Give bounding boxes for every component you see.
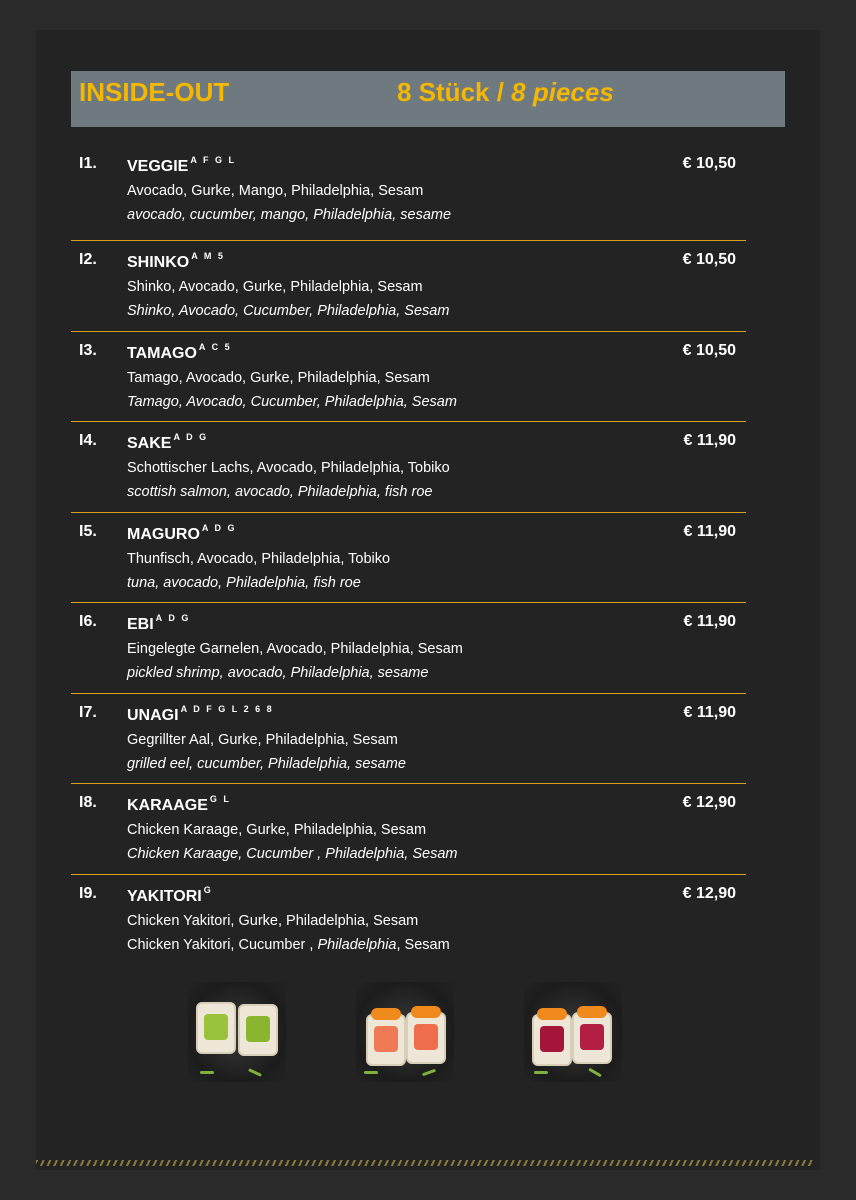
pieces-label: 8 Stück / 8 pieces (397, 77, 614, 107)
item-description-en: Chicken Karaage, Cucumber , Philadelphia, Sesam (127, 846, 458, 862)
section-title: INSIDE-OUT (79, 77, 230, 107)
allergen-codes: G L (209, 794, 231, 804)
menu-item (71, 602, 746, 693)
item-price: € 11,90 (683, 432, 736, 449)
item-description-en: tuna, avocado, Philadelphia, fish roe (127, 575, 361, 591)
item-price: € 11,90 (683, 704, 736, 721)
allergen-codes: A D G (201, 523, 237, 533)
item-code: I3. (79, 342, 97, 359)
item-description-de: Shinko, Avocado, Gurke, Philadelphia, Sesam (127, 279, 423, 295)
item-description-de: Tamago, Avocado, Gurke, Philadelphia, Sesam (127, 370, 430, 386)
item-description-en: grilled eel, cucumber, Philadelphia, sesame (127, 756, 406, 772)
item-description-en: scottish salmon, avocado, Philadelphia, fish roe (127, 484, 433, 500)
menu-item (71, 512, 746, 603)
allergen-codes: G (203, 885, 213, 895)
item-price: € 10,50 (682, 342, 736, 359)
item-name: SAKE $^{A D G}$ (127, 432, 209, 452)
item-description-de: Schottischer Lachs, Avocado, Philadelphia, Tobiko (127, 460, 450, 476)
item-description-en: Tamago, Avocado, Cucumber, Philadelphia, Sesam (127, 394, 457, 410)
item-description-de: Chicken Karaage, Gurke, Philadelphia, Sesam (127, 822, 427, 838)
item-description-de: Eingelegte Garnelen, Avocado, Philadelphia, Sesam (127, 641, 463, 657)
item-name: UNAGI $^{A D F G L 2 6 8}$ (127, 704, 274, 724)
item-code: I2. (79, 251, 97, 268)
item-price: € 10,50 (682, 251, 736, 268)
item-code: I4. (79, 432, 97, 449)
allergen-codes: A D G (173, 432, 209, 442)
item-description-de: Thunfisch, Avocado, Philadelphia, Tobiko (127, 551, 391, 567)
item-name: KARAAGE $^{G L}$ (127, 794, 231, 814)
menu-item (71, 331, 746, 422)
item-price: € 12,90 (682, 794, 736, 811)
item-description-en: avocado, cucumber, mango, Philadelphia, sesame (127, 207, 452, 223)
menu-item (71, 693, 746, 784)
item-price: € 11,90 (683, 523, 736, 540)
item-price: € 10,50 (682, 155, 736, 172)
item-name: VEGGIE $^{A F G L}$ (127, 155, 237, 175)
menu-item (71, 421, 746, 512)
allergen-codes: A D F G L 2 6 8 (180, 704, 274, 714)
item-name: EBI $^{A D G}$ (127, 613, 191, 633)
item-name: TAMAGO $^{A C 5}$ (127, 342, 232, 362)
item-code: I1. (79, 155, 97, 172)
menu-item (71, 240, 746, 331)
section-header (71, 71, 785, 127)
tuna-roll-photo (524, 982, 622, 1082)
item-description-en: Chicken Yakitori, Cucumber , Philadelphia, Sesam (127, 937, 450, 953)
menu-item (71, 145, 746, 235)
menu-item (71, 783, 746, 874)
item-description-en: pickled shrimp, avocado, Philadelphia, sesame (127, 665, 429, 681)
item-description-en: Shinko, Avocado, Cucumber, Philadelphia, Sesam (127, 303, 450, 319)
item-description-de: Avocado, Gurke, Mango, Philadelphia, Sesam (127, 183, 424, 199)
item-name: YAKITORI $^G$ (127, 885, 213, 905)
allergen-codes: A D G (155, 613, 191, 623)
item-code: I5. (79, 523, 97, 540)
allergen-codes: A M 5 (191, 251, 225, 261)
bottom-decorative-border (36, 1160, 814, 1166)
item-code: I7. (79, 704, 97, 721)
menu-item (71, 874, 746, 965)
item-code: I8. (79, 794, 97, 811)
veggie-roll-photo (188, 982, 286, 1082)
item-name: MAGURO $^{A D G}$ (127, 523, 237, 543)
item-name: SHINKO $^{A M 5}$ (127, 251, 225, 271)
item-description-de: Chicken Yakitori, Gurke, Philadelphia, Sesam (127, 913, 419, 929)
allergen-codes: A F G L (190, 155, 237, 165)
item-code: I9. (79, 885, 97, 902)
allergen-codes: A C 5 (198, 342, 232, 352)
item-price: € 12,90 (682, 885, 736, 902)
salmon-roll-photo (356, 982, 454, 1082)
item-description-de: Gegrillter Aal, Gurke, Philadelphia, Sesam (127, 732, 398, 748)
item-price: € 11,90 (683, 613, 736, 630)
item-code: I6. (79, 613, 97, 630)
